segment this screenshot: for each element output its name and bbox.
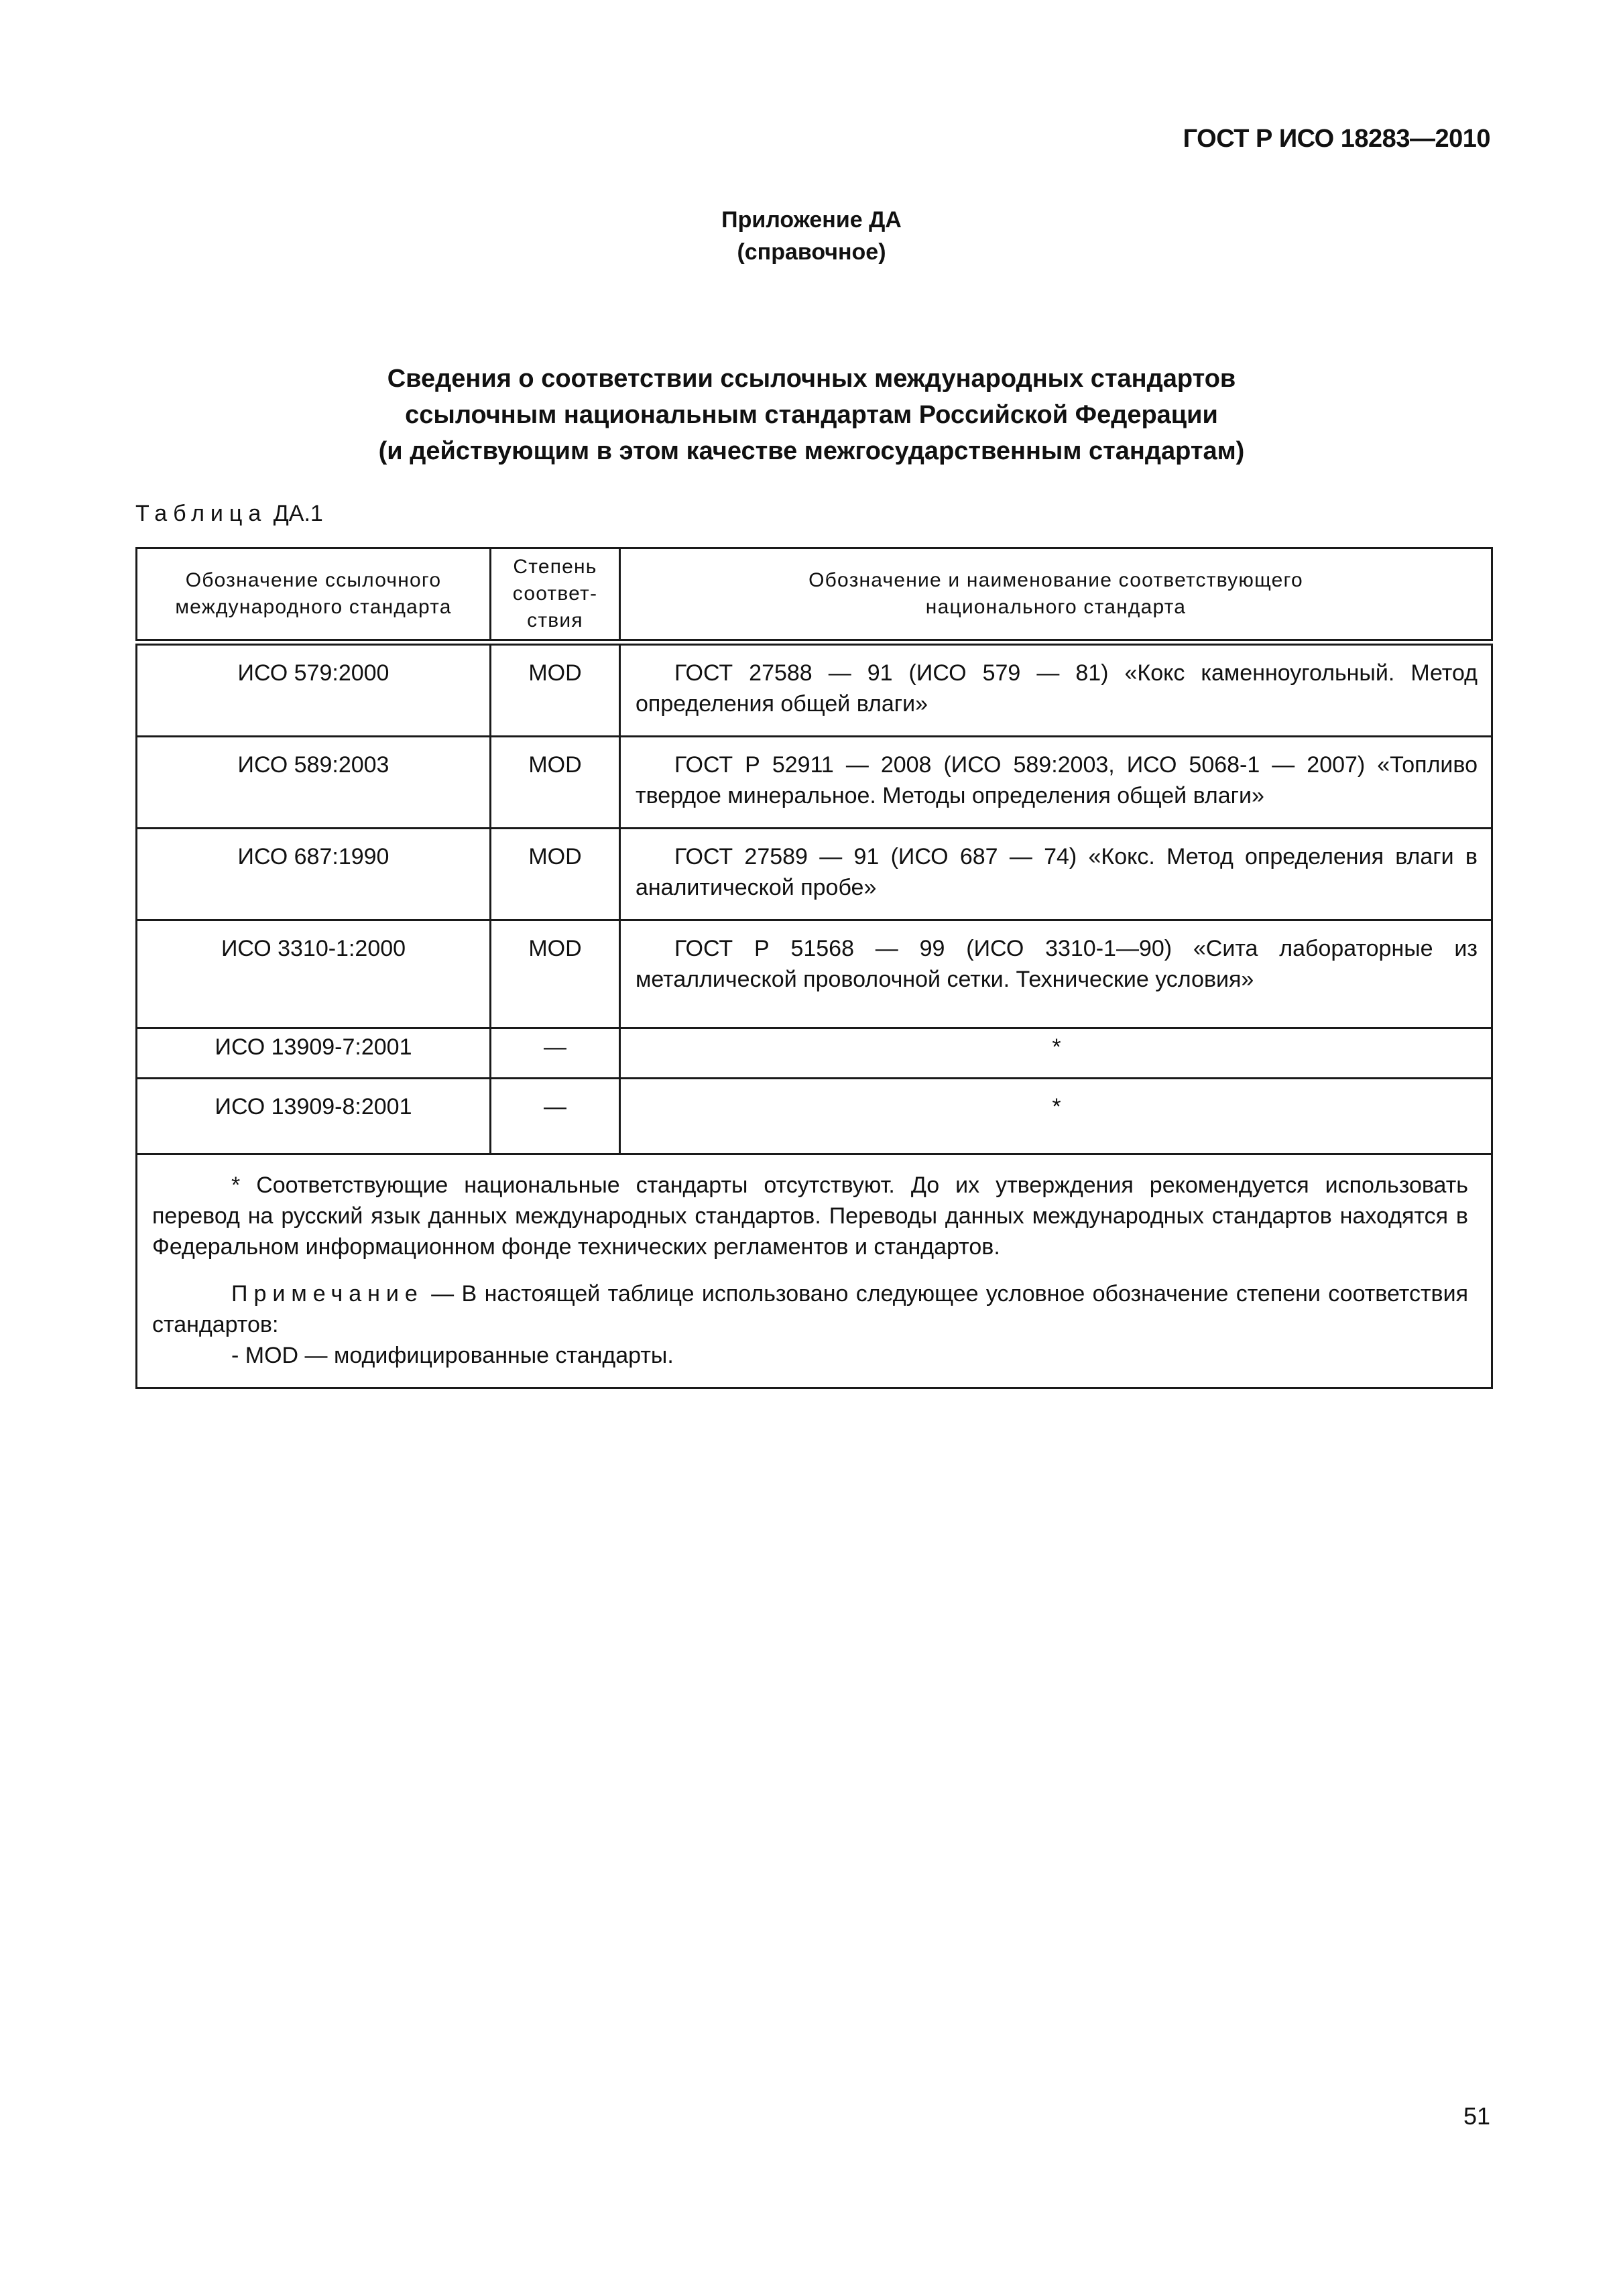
correspondence-table [135, 547, 1493, 1389]
page-number: 51 [1463, 2102, 1490, 2130]
intl-standard-cell: ИСО 13909-8:2001 [137, 1079, 491, 1154]
annex-heading [0, 204, 1623, 268]
title-line-2: ссылочным национальным стандартам Российской Федерации [405, 401, 1218, 429]
table-header-row [137, 548, 1492, 643]
national-standard-cell: ГОСТ 27589 — 91 (ИСО 687 — 74) «Кокс. Метод определения влаги в аналитической пробе» [620, 829, 1492, 920]
table-row [137, 737, 1492, 829]
title-line-1: Сведения о соответствии ссылочных международных стандартов [387, 365, 1236, 393]
note-text: Примечание — В настоящей таблице использовано следующее условное обозначение степени соответствия стандартов: [152, 1281, 1468, 1337]
national-standard-cell: * [620, 1079, 1492, 1154]
intl-standard-cell: ИСО 579:2000 [137, 642, 491, 737]
note-item: - MOD — модифицированные стандарты. [231, 1343, 674, 1368]
intl-standard-cell: ИСО 589:2003 [137, 737, 491, 829]
table-caption [135, 499, 323, 528]
table-footer-row [137, 1154, 1492, 1388]
degree-cell: MOD [491, 920, 620, 1028]
footnote-text: * Соответствующие национальные стандарты отсутствуют. До их утверждения рекомендуется использовать перевод на русский язык данных международных стандартов. Переводы данных международных стандартов находятся в Федеральном информационном фонде технических регламентов и стандартов. [152, 1172, 1468, 1260]
table-footnote-cell [137, 1154, 1492, 1388]
header-intl-standard: Обозначение ссылочного международного стандарта [137, 548, 491, 643]
degree-cell: MOD [491, 737, 620, 829]
national-standard-cell: ГОСТ Р 52911 — 2008 (ИСО 589:2003, ИСО 5068-1 — 2007) «Топливо твердое минеральное. Методы определения общей влаги» [620, 737, 1492, 829]
table-caption-id: ДА.1 [273, 501, 323, 526]
annex-label: Приложение ДА [721, 207, 902, 233]
header-degree: Степень соответ-ствия [491, 548, 620, 643]
intl-standard-cell: ИСО 687:1990 [137, 829, 491, 920]
title-line-3: (и действующим в этом качестве межгосударственным стандартам) [378, 437, 1245, 465]
table-row [137, 1079, 1492, 1154]
table-row [137, 642, 1492, 737]
degree-cell: MOD [491, 642, 620, 737]
intl-standard-cell: ИСО 13909-7:2001 [137, 1028, 491, 1079]
document-code: ГОСТ Р ИСО 18283—2010 [1183, 125, 1490, 153]
national-standard-cell: ГОСТ Р 51568 — 99 (ИСО 3310-1—90) «Сита лабораторные из металлической проволочной сетки. Технические условия» [620, 920, 1492, 1028]
table-row [137, 829, 1492, 920]
degree-cell: — [491, 1079, 620, 1154]
table-row [137, 1028, 1492, 1079]
note-word: Примечание [231, 1281, 424, 1307]
annex-type: (справочное) [737, 239, 886, 265]
national-standard-cell: * [620, 1028, 1492, 1079]
degree-cell: MOD [491, 829, 620, 920]
header-national-standard: Обозначение и наименование соответствующего национального стандарта [620, 548, 1492, 643]
table-row [137, 920, 1492, 1028]
table-caption-word: Таблица [135, 501, 267, 526]
national-standard-cell: ГОСТ 27588 — 91 (ИСО 579 — 81) «Кокс каменноугольный. Метод определения общей влаги» [620, 642, 1492, 737]
section-title [0, 361, 1623, 469]
degree-cell: — [491, 1028, 620, 1079]
intl-standard-cell: ИСО 3310-1:2000 [137, 920, 491, 1028]
